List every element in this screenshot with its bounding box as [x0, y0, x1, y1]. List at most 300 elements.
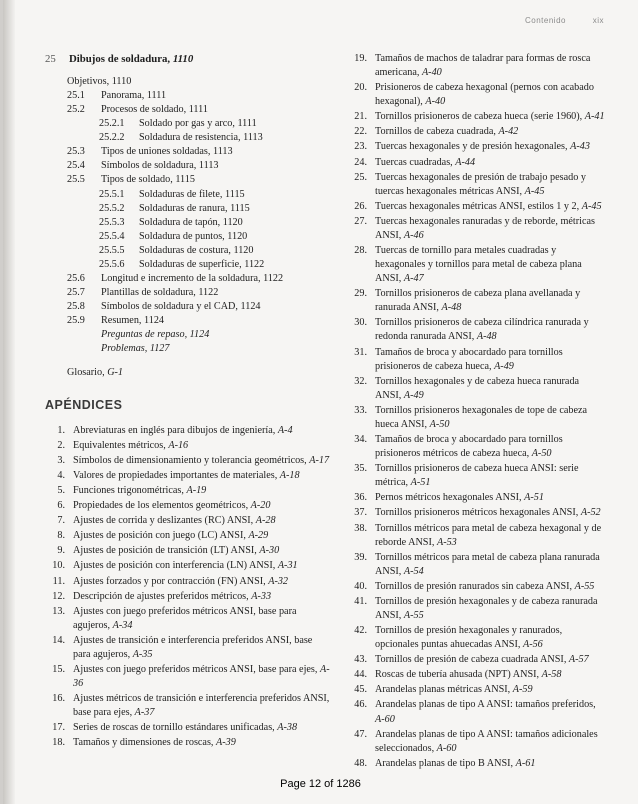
- appendix-text: [375, 551, 607, 579]
- appendix-number: 12.: [52, 590, 65, 602]
- appendix-item: [349, 595, 607, 623]
- toc-entry-number: 25.6: [67, 272, 85, 284]
- appendix-text: [375, 156, 607, 170]
- appendix-number: 10.: [52, 560, 65, 572]
- appendix-title: Tornillos prisioneros de cabeza hueca (serie 1960),: [375, 111, 583, 123]
- toc-entry-text: [139, 230, 247, 244]
- appendix-title: Arandelas planas de tipo A ANSI: tamaños adicionales seleccionados,: [375, 728, 598, 754]
- toc-entry-page: 1111: [146, 89, 167, 101]
- chapter-heading: [45, 52, 330, 67]
- appendix-number: 45.: [354, 684, 367, 696]
- appendix-number: 13.: [52, 605, 65, 617]
- toc-entry-title: Soldaduras de filete,: [139, 188, 223, 200]
- toc-entry-page: 1110: [111, 75, 132, 87]
- appendix-text: [73, 559, 330, 573]
- appendix-text: [73, 454, 330, 468]
- appendix-page-ref: A-45: [524, 185, 545, 197]
- appendix-text: [375, 171, 607, 199]
- toc-entry-number: 25.4: [67, 160, 85, 172]
- toc-entry-page: 1115: [230, 202, 250, 214]
- appendix-text: [73, 575, 330, 589]
- toc-entry: [45, 145, 330, 159]
- toc-entry-page: 1120: [222, 216, 243, 228]
- appendix-item: [349, 624, 607, 652]
- appendix-title: Ajustes forzados y por contracción (FN) ANSI,: [73, 575, 266, 587]
- appendix-title: Ajustes métricos de transición e interferencia preferidos ANSI, base para ejes,: [73, 693, 330, 719]
- appendix-number: 30.: [354, 317, 367, 329]
- appendix-page-ref: A-46: [403, 229, 424, 241]
- appendix-title: Tornillos prisioneros métricos hexagonales ANSI,: [375, 507, 579, 519]
- appendix-title: Pernos métricos hexagonales ANSI,: [375, 492, 522, 504]
- appendix-item: [349, 522, 607, 550]
- appendix-text: [375, 595, 607, 623]
- appendix-text: [73, 484, 330, 498]
- appendix-title: Tamaños y dimensiones de roscas,: [73, 737, 214, 749]
- toc-entry-number: 25.8: [67, 301, 85, 313]
- toc-entry: [45, 230, 330, 244]
- appendix-page-ref: A-45: [581, 200, 602, 212]
- appendix-title: Tuercas cuadradas,: [375, 156, 453, 168]
- toc-entry-text: [139, 244, 254, 258]
- toc-entry-number: 25.2.1: [99, 118, 125, 130]
- toc-entry-number: 25.5.5: [99, 244, 125, 256]
- toc-entry-text: [101, 173, 195, 187]
- toc-entry-text: [101, 89, 166, 103]
- appendix-title: Tuercas de tornillo para metales cuadradas y hexagonales y tornillos para metal de cabeza plana ANSI,: [375, 245, 582, 285]
- appendix-text: [375, 215, 607, 243]
- appendix-text: [375, 244, 607, 286]
- toc-entry: [45, 89, 330, 103]
- appendix-title: Tornillos de presión ranurados sin cabeza ANSI,: [375, 580, 573, 592]
- toc-entry-page: 1124: [144, 315, 165, 327]
- appendix-item: [349, 462, 607, 490]
- appendix-number: 27.: [354, 215, 367, 227]
- appendix-page-ref: A-49: [494, 360, 514, 372]
- appendix-page-ref: A-52: [580, 507, 601, 519]
- appendix-title: Tornillos prisioneros hexagonales de tope de cabeza hueca ANSI,: [375, 404, 588, 430]
- toc-entry: [45, 328, 330, 342]
- appendix-item: [349, 433, 607, 461]
- appendix-page-ref: A-17: [309, 454, 330, 466]
- appendix-page-ref: A-61: [515, 757, 536, 769]
- appendix-item: [349, 171, 607, 199]
- appendices-heading: APÉNDICES: [45, 397, 123, 412]
- toc-entry-number: 25.5.2: [99, 202, 125, 214]
- appendix-item: [349, 668, 607, 682]
- appendix-page-ref: A-56: [522, 639, 543, 651]
- appendix-item: [45, 575, 330, 589]
- toc-entry-page: 1122: [198, 287, 219, 299]
- toc-entry-title: Plantillas de soldadura,: [101, 287, 196, 299]
- toc-entry: [45, 286, 330, 300]
- appendix-text: [375, 668, 607, 682]
- appendix-number: 48.: [354, 757, 367, 769]
- toc-entry-title: Símbolos de soldadura,: [101, 160, 197, 172]
- appendix-text: [375, 346, 607, 374]
- header-section: Contenido: [525, 16, 566, 25]
- appendix-page-ref: A-16: [168, 439, 189, 451]
- appendix-number: 17.: [52, 722, 65, 734]
- toc-entry: [45, 244, 330, 258]
- running-header: [525, 16, 604, 25]
- appendix-number: 16.: [52, 693, 65, 705]
- appendix-title: Tornillos de cabeza cuadrada,: [375, 126, 496, 138]
- toc-entry-title: Preguntas de repaso,: [101, 329, 188, 341]
- appendix-item: [349, 200, 607, 214]
- appendix-text: [73, 439, 330, 453]
- appendix-list-right: [349, 52, 607, 771]
- appendix-number: 47.: [354, 728, 367, 740]
- appendix-page-ref: A-50: [429, 418, 450, 430]
- appendix-number: 24.: [354, 156, 367, 168]
- appendix-title: Arandelas planas de tipo A ANSI: tamaños preferidos,: [375, 699, 596, 711]
- appendix-page-ref: A-48: [476, 331, 497, 343]
- appendix-title: Tornillos prisioneros de cabeza plana avellanada y ranurada ANSI,: [375, 288, 581, 314]
- toc-entry-page: 1122: [244, 258, 265, 270]
- glossary-entry: [45, 366, 330, 380]
- appendix-title: Tornillos hexagonales y de cabeza hueca ranurada ANSI,: [375, 375, 580, 401]
- toc-entry-title: Resumen,: [101, 315, 142, 327]
- appendix-number: 37.: [354, 507, 367, 519]
- appendix-title: Ajustes de transición e interferencia preferidos ANSI, base para agujeros,: [73, 634, 313, 660]
- appendix-number: 20.: [354, 82, 367, 94]
- toc-entry-page: 1113: [198, 160, 219, 172]
- appendix-item: [45, 663, 330, 691]
- appendix-text: [73, 590, 330, 604]
- appendix-title: Ajustes de posición de transición (LT) ANSI,: [73, 545, 257, 557]
- appendix-text: [375, 110, 607, 124]
- chapter-title: Dibujos de soldadura,: [69, 53, 171, 65]
- appendix-page-ref: A-49: [403, 389, 424, 401]
- appendix-item: [45, 424, 330, 438]
- toc-entry-number: 25.3: [67, 146, 85, 158]
- toc-entry-number: 25.1: [67, 89, 85, 101]
- appendix-title: Propiedades de los elementos geométricos,: [73, 500, 249, 512]
- toc-entry-page: 1122: [263, 272, 284, 284]
- appendix-text: [375, 316, 607, 344]
- toc-entry-text: [101, 328, 209, 342]
- toc-entry-page: 1124: [240, 301, 261, 313]
- appendix-title: Ajustes de corrida y deslizantes (RC) ANSI,: [73, 515, 254, 527]
- toc-entry: [45, 117, 330, 131]
- appendix-number: 33.: [354, 404, 367, 416]
- appendix-text: [375, 522, 607, 550]
- appendix-item: [349, 491, 607, 505]
- appendix-page-ref: A-39: [216, 737, 236, 749]
- appendix-page-ref: A-40: [421, 67, 442, 79]
- appendix-item: [45, 590, 330, 604]
- appendix-number: 36.: [354, 492, 367, 504]
- appendix-text: [73, 663, 330, 691]
- toc-entry-page: 1115: [225, 188, 245, 200]
- book-binding-shadow: [3, 0, 15, 804]
- appendix-item: [349, 653, 607, 667]
- appendix-page-ref: A-50: [531, 448, 552, 460]
- toc-entry-text: [101, 103, 208, 117]
- toc-entry-text: [139, 216, 243, 230]
- appendix-page-ref: A-28: [255, 515, 276, 527]
- appendix-item: [349, 346, 607, 374]
- appendix-page-ref: A-38: [277, 722, 298, 734]
- appendix-title: Prisioneros de cabeza hexagonal (pernos con acabado hexagonal),: [375, 82, 594, 108]
- appendix-text: [375, 433, 607, 461]
- appendix-item: [45, 484, 330, 498]
- appendix-page-ref: A-51: [410, 477, 431, 489]
- appendix-item: [349, 316, 607, 344]
- appendix-page-ref: A-43: [570, 141, 590, 153]
- appendix-text: [73, 469, 330, 483]
- appendix-text: [375, 81, 607, 109]
- toc-entry-text: [139, 188, 245, 202]
- appendix-title: Roscas de tubería ahusada (NPT) ANSI,: [375, 669, 540, 681]
- appendix-number: 19.: [354, 53, 367, 64]
- glossary-ref: G-1: [107, 367, 124, 379]
- appendix-title: Abreviaturas en inglés para dibujos de ingeniería,: [73, 424, 276, 436]
- toc-entry-page: 1127: [149, 343, 170, 355]
- toc-entry: [45, 103, 330, 117]
- appendix-number: 25.: [354, 171, 367, 183]
- toc-entry-number: 25.5.6: [99, 258, 125, 270]
- toc-entry: [45, 173, 330, 187]
- appendix-number: 40.: [354, 580, 367, 592]
- appendix-page-ref: A-55: [574, 580, 595, 592]
- appendix-item: [349, 757, 607, 771]
- appendix-number: 23.: [354, 141, 367, 153]
- appendix-page-ref: A-51: [524, 492, 544, 504]
- appendix-text: [73, 544, 330, 558]
- appendix-item: [45, 454, 330, 468]
- appendix-number: 8.: [57, 530, 65, 542]
- appendix-item: [45, 439, 330, 453]
- toc-entry-text: [139, 117, 257, 131]
- appendix-title: Tornillos prisioneros de cabeza hueca ANSI: serie métrica,: [375, 463, 579, 489]
- appendix-title: Tornillos de presión hexagonales y ranurados, opcionales puntas ahuecadas ANSI,: [375, 625, 563, 651]
- toc-entry-page: 1113: [212, 146, 233, 158]
- toc-entry-number: 25.5.4: [99, 230, 125, 242]
- right-column: [349, 52, 607, 772]
- appendix-number: 39.: [354, 551, 367, 563]
- header-page-number: xix: [592, 16, 604, 25]
- chapter-toc: [45, 75, 330, 357]
- appendix-item: [45, 469, 330, 483]
- toc-entry-text: [101, 272, 283, 286]
- appendix-page-ref: A-60: [375, 713, 395, 725]
- appendix-title: Ajustes con juego preferidos métricos ANSI, base para agujeros,: [73, 605, 297, 631]
- appendix-text: [73, 721, 330, 735]
- appendix-item: [349, 375, 607, 403]
- toc-entry-text: [101, 159, 219, 173]
- toc-entry-number: 25.5.1: [99, 188, 125, 200]
- toc-entry-page: 1115: [175, 174, 195, 186]
- appendix-number: 6.: [57, 500, 65, 512]
- appendix-item: [349, 215, 607, 243]
- appendix-number: 38.: [354, 522, 367, 534]
- appendix-page-ref: A-19: [186, 485, 207, 497]
- toc-entry-text: [101, 314, 164, 328]
- toc-entry-title: Objetivos,: [67, 75, 110, 87]
- appendix-item: [45, 692, 330, 720]
- toc-entry-number: 25.7: [67, 287, 85, 299]
- appendix-text: [73, 514, 330, 528]
- appendix-text: [73, 634, 330, 662]
- appendix-title: Series de roscas de tornillo estándares unificadas,: [73, 722, 275, 734]
- toc-entry-page: 1113: [243, 132, 263, 144]
- appendix-page-ref: A-32: [268, 575, 289, 587]
- toc-entry-title: Soldadura de puntos,: [139, 230, 225, 242]
- appendix-title: Tornillos métricos para metal de cabeza plana ranurada ANSI,: [375, 551, 600, 577]
- spacer: [45, 356, 330, 366]
- appendix-text: [375, 624, 607, 652]
- toc-entry-text: [139, 202, 250, 216]
- appendix-page-ref: A-60: [436, 742, 457, 754]
- appendix-page-ref: A-55: [403, 609, 424, 621]
- toc-entry-page: 1124: [189, 329, 210, 341]
- appendix-page-ref: A-20: [250, 500, 271, 512]
- appendix-item: [349, 140, 607, 154]
- appendix-page-ref: A-54: [403, 565, 424, 577]
- appendix-title: Valores de propiedades importantes de materiales,: [73, 470, 278, 482]
- appendix-item: [349, 580, 607, 594]
- toc-entry: [45, 159, 330, 173]
- appendix-title: Tamaños de broca y abocardado para tornillos prisioneros métricos de cabeza hueca,: [375, 434, 563, 460]
- toc-entry: [45, 342, 330, 356]
- appendix-page-ref: A-47: [403, 273, 424, 285]
- appendix-text: [375, 653, 607, 667]
- appendix-title: Arandelas planas métricas ANSI,: [375, 684, 511, 696]
- toc-entry-text: [101, 145, 233, 159]
- appendix-number: 31.: [354, 346, 367, 358]
- appendix-item: [45, 559, 330, 573]
- appendix-number: 46.: [354, 699, 367, 711]
- appendix-page-ref: A-42: [498, 126, 519, 138]
- appendix-title: Tuercas hexagonales de presión de trabajo pesado y tuercas hexagonales métricas ANSI,: [375, 171, 586, 197]
- toc-entry: [45, 258, 330, 272]
- toc-entry-page: 1111: [188, 104, 208, 116]
- appendix-page-ref: A-34: [112, 619, 133, 631]
- toc-entry-title: Soldado por gas y arco,: [139, 118, 235, 130]
- appendix-text: [375, 404, 607, 432]
- appendix-text: [375, 580, 607, 594]
- appendix-title: Tornillos prisioneros de cabeza cilíndrica ranurada y redonda ranurada ANSI,: [375, 317, 589, 343]
- toc-entry-text: [139, 258, 264, 272]
- toc-entry-number: 25.5: [67, 174, 85, 186]
- appendix-text: [375, 140, 607, 154]
- appendix-list-left: [45, 424, 330, 751]
- appendix-page-ref: A-31: [277, 560, 298, 572]
- toc-entry-number: 25.2: [67, 104, 85, 116]
- toc-entry: [45, 272, 330, 286]
- appendix-number: 18.: [52, 737, 65, 749]
- appendix-item: [349, 404, 607, 432]
- toc-entry-title: Soldaduras de ranura,: [139, 202, 228, 214]
- appendix-item: [45, 529, 330, 543]
- appendix-item: [45, 736, 330, 750]
- appendix-page-ref: A-40: [425, 96, 446, 108]
- appendix-number: 5.: [57, 485, 65, 497]
- appendix-title: Ajustes con juego preferidos métricos ANSI, base para ejes,: [73, 664, 318, 676]
- appendix-text: [73, 499, 330, 513]
- appendix-title: Arandelas planas de tipo B ANSI,: [375, 757, 514, 769]
- appendix-page-ref: A-36: [73, 664, 330, 690]
- appendix-text: [375, 683, 607, 697]
- toc-entry-title: Tipos de uniones soldadas,: [101, 146, 211, 158]
- appendix-title: Tuercas hexagonales y de presión hexagonales,: [375, 141, 568, 153]
- appendix-number: 2.: [57, 439, 65, 451]
- appendix-text: [73, 529, 330, 543]
- appendix-item: [349, 683, 607, 697]
- chapter-title-text: [69, 52, 193, 67]
- toc-entry: [45, 131, 330, 145]
- appendix-item: [349, 698, 607, 726]
- toc-entry-page: 1120: [227, 230, 248, 242]
- toc-entry-text: [101, 286, 218, 300]
- toc-entry: [45, 300, 330, 314]
- appendix-item: [45, 514, 330, 528]
- appendix-text: [375, 491, 607, 505]
- appendix-number: 22.: [354, 126, 367, 138]
- appendix-text: [73, 692, 330, 720]
- toc-entry-text: [67, 75, 131, 89]
- appendix-text: [375, 375, 607, 403]
- appendix-text: [375, 125, 607, 139]
- appendix-number: 15.: [52, 664, 65, 676]
- toc-entry: [45, 188, 330, 202]
- appendix-page-ref: A-53: [436, 536, 457, 548]
- appendix-page-ref: A-33: [251, 590, 272, 602]
- page-counter: Page 12 of 1286: [280, 778, 361, 790]
- appendix-title: Ajustes de posición con juego (LC) ANSI,: [73, 530, 246, 542]
- toc-entry: [45, 75, 330, 89]
- appendix-title: Símbolos de dimensionamiento y tolerancia geométricos,: [73, 454, 307, 466]
- appendix-text: [375, 728, 607, 756]
- appendix-title: Tuercas hexagonales ranuradas y de reborde, métricas ANSI,: [375, 215, 595, 241]
- appendix-text: [375, 698, 607, 726]
- appendix-text: [375, 52, 607, 80]
- toc-entry-title: Procesos de soldado,: [101, 104, 187, 116]
- appendix-number: 44.: [354, 669, 367, 681]
- appendix-number: 35.: [354, 463, 367, 475]
- toc-entry-page: 1120: [233, 244, 254, 256]
- appendix-item: [349, 728, 607, 756]
- toc-entry: [45, 314, 330, 328]
- appendix-title: Descripción de ajustes preferidos métricos,: [73, 590, 249, 602]
- appendix-number: 1.: [57, 424, 65, 436]
- appendix-page-ref: A-18: [279, 470, 300, 482]
- appendix-title: Tamaños de machos de taladrar para formas de rosca americana,: [375, 53, 591, 79]
- chapter-pages: 1110: [172, 53, 194, 65]
- appendix-item: [45, 499, 330, 513]
- appendix-page-ref: A-41: [584, 111, 605, 123]
- appendix-page-ref: A-29: [248, 530, 269, 542]
- appendix-text: [375, 506, 607, 520]
- appendix-number: 42.: [354, 625, 367, 637]
- appendix-number: 9.: [57, 545, 65, 557]
- appendix-page-ref: A-4: [277, 424, 293, 436]
- appendix-title: Tornillos de presión hexagonales y de cabeza ranurada ANSI,: [375, 595, 598, 621]
- appendix-item: [349, 287, 607, 315]
- appendix-number: 3.: [57, 454, 65, 466]
- appendix-number: 32.: [354, 375, 367, 387]
- toc-entry-number: 25.9: [67, 315, 85, 327]
- appendix-number: 43.: [354, 654, 367, 666]
- appendix-text: [375, 757, 607, 771]
- toc-entry-title: Soldaduras de costura,: [139, 244, 231, 256]
- glossary-label: Glosario,: [67, 367, 105, 379]
- appendix-item: [349, 506, 607, 520]
- toc-entry-title: Soldaduras de superficie,: [139, 258, 242, 270]
- toc-entry-title: Panorama,: [101, 89, 145, 101]
- appendix-number: 7.: [57, 515, 65, 527]
